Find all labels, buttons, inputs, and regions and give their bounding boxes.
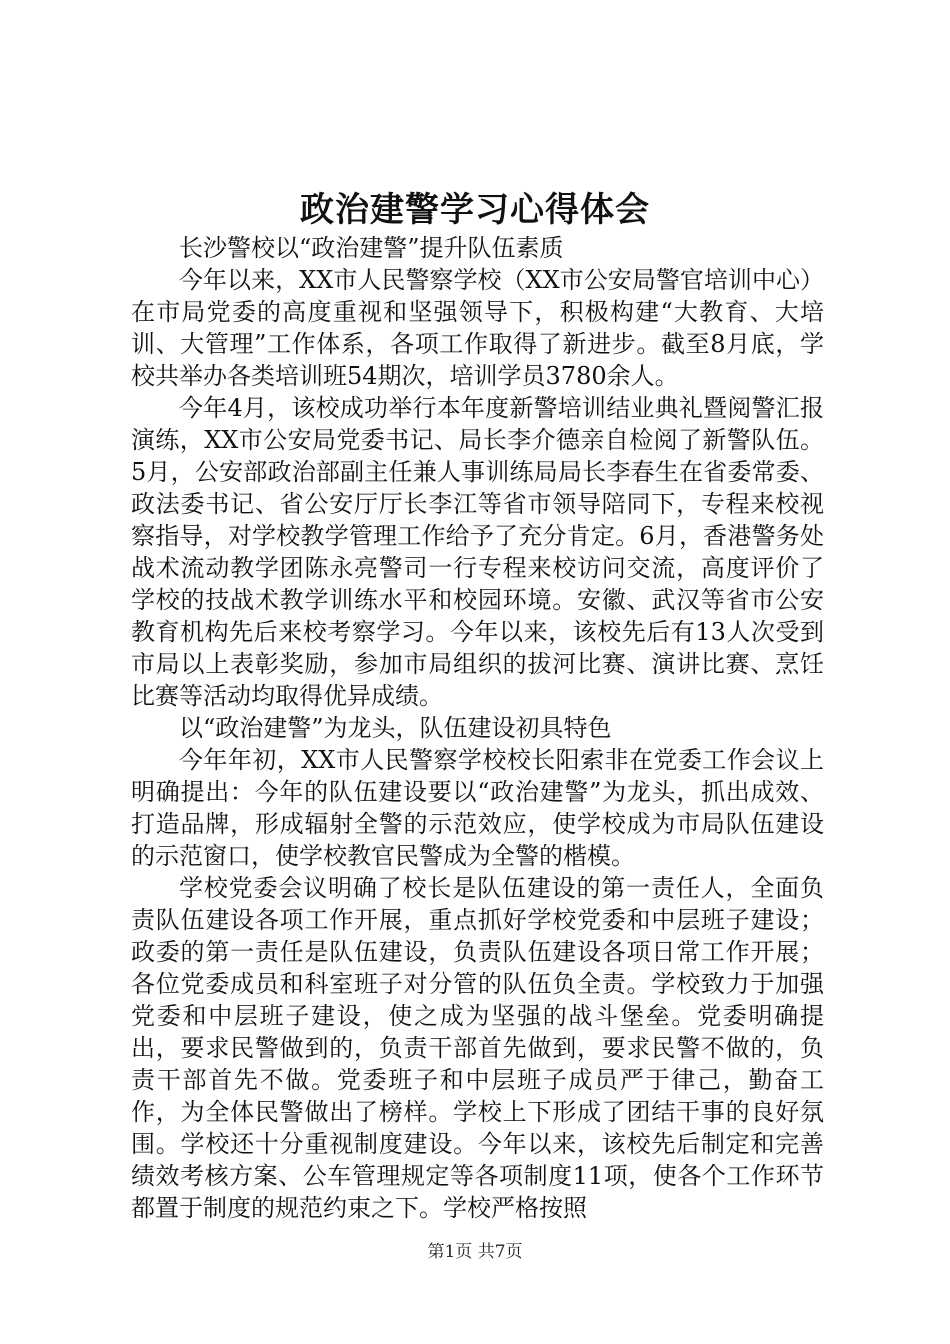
- document-title: 政治建警学习心得体会: [300, 190, 650, 230]
- subheading: 以“政治建警”为龙头，队伍建设初具特色: [179, 714, 612, 742]
- body-paragraph: 今年年初，XX市人民警察学校校长阳索非在党委工作会议上明确提出：今年的队伍建设要以“政治建警”为龙头，抓出成效、打造品牌，形成辐射全警的示范效应，使学校成为市局队伍建设的示范窗口，使学校教官民警成为全警的楷模。: [131, 746, 824, 870]
- body-paragraph: 今年4月，该校成功举行本年度新警培训结业典礼暨阅警汇报演练，XX市公安局党委书记、局长李介德亲自检阅了新警队伍。5月，公安部政治部副主任兼人事训练局局长李春生在省委常委、政法委书记、省公安厅厅长李江等省市领导陪同下，专程来校视察指导，对学校教学管理工作给予了充分肯定。6月，香港警务处战术流动教学团陈永亮警司一行专程来校访问交流，高度评价了学校的技战术教学训练水平和校园环境。安徽、武汉等省市公安教育机构先后来校考察学习。今年以来，该校先后有13人次受到市局以上表彰奖励，参加市局组织的拔河比赛、演讲比赛、烹饪比赛等活动均取得优异成绩。: [131, 394, 824, 710]
- body-paragraph: 学校党委会议明确了校长是队伍建设的第一责任人，全面负责队伍建设各项工作开展，重点抓好学校党委和中层班子建设；政委的第一责任是队伍建设，负责队伍建设各项日常工作开展；各位党委成员和科室班子对分管的队伍负全责。学校致力于加强党委和中层班子建设，使之成为坚强的战斗堡垒。党委明确提出，要求民警做到的，负责干部首先做到，要求民警不做的，负责干部首先不做。党委班子和中层班子成员严于律己，勤奋工作，为全体民警做出了榜样。学校上下形成了团结干事的良好氛围。学校还十分重视制度建设。今年以来，该校先后制定和完善绩效考核方案、公车管理规定等各项制度11项，使各个工作环节都置于制度的规范约束之下。学校严格按照: [131, 874, 824, 1222]
- document-body: [131, 232, 824, 1224]
- page-footer: 第1页 共7页: [427, 1242, 523, 1262]
- body-paragraph: 今年以来，XX市人民警察学校（XX市公安局警官培训中心）在市局党委的高度重视和坚强领导下，积极构建“大教育、大培训、大管理”工作体系，各项工作取得了新进步。截至8月底，学校共举办各类培训班54期次，培训学员3780余人。: [131, 266, 824, 390]
- subheading: 长沙警校以“政治建警”提升队伍素质: [179, 234, 564, 262]
